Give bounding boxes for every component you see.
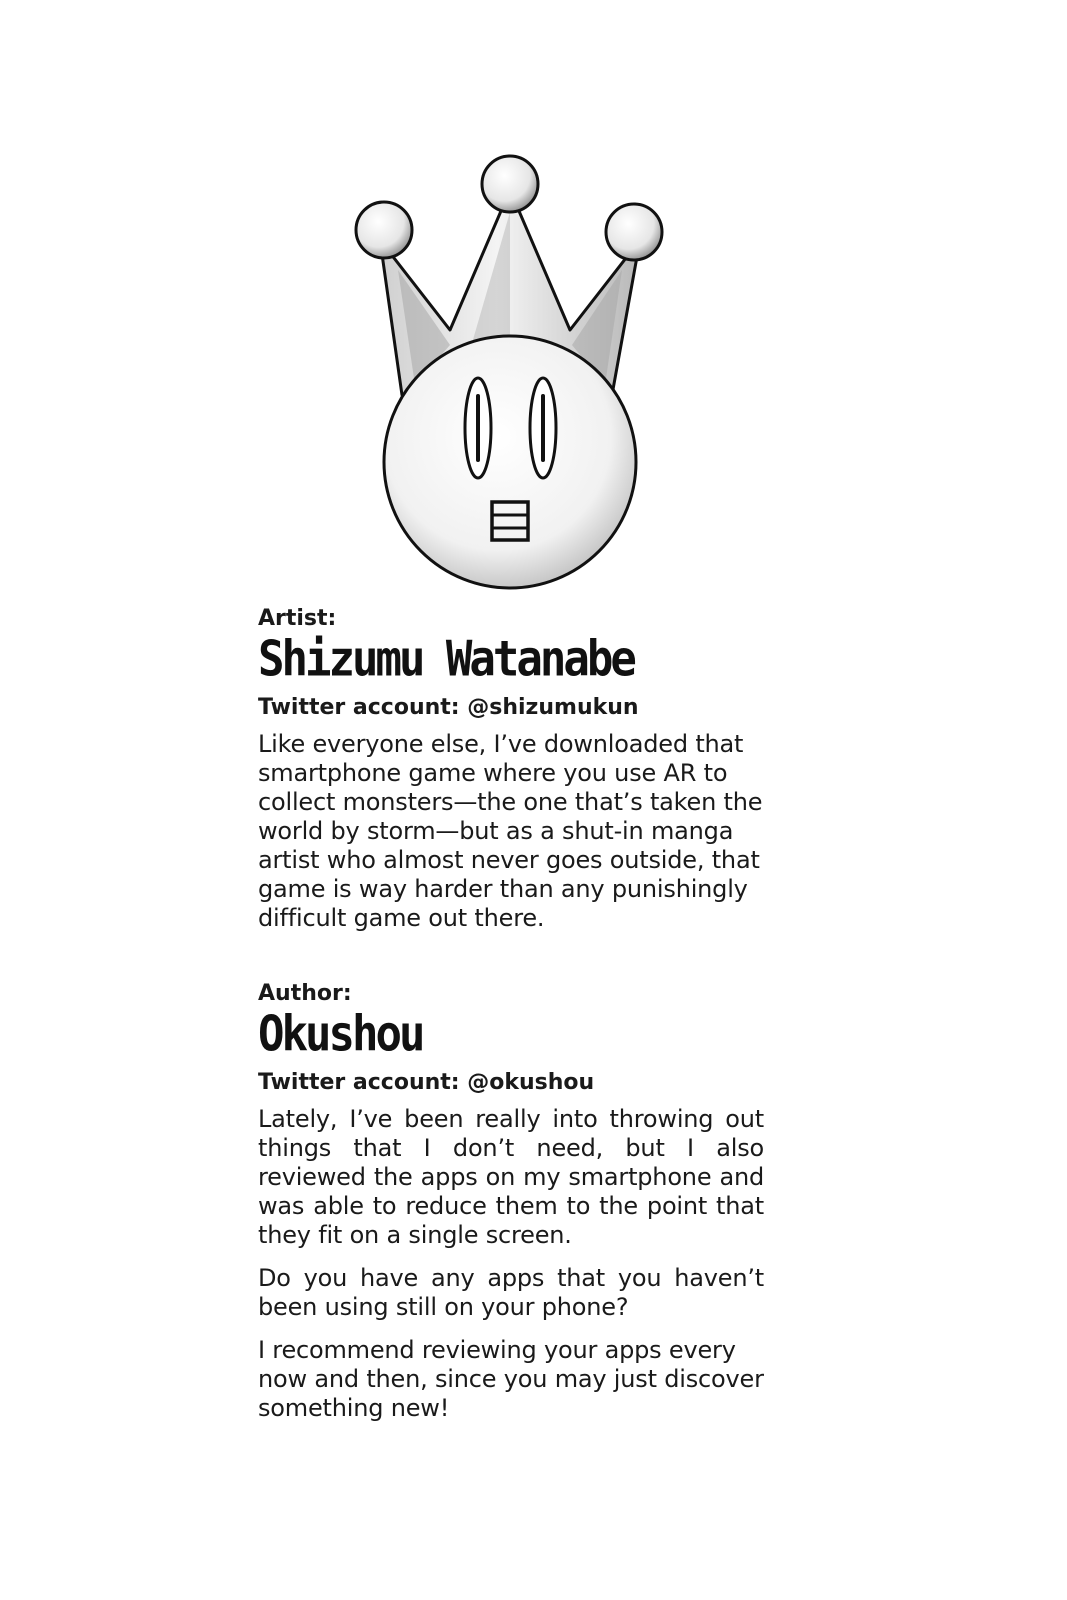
artist-bio: Like everyone else, I’ve downloaded that smartphone game where you use AR to collect monsters—the one that’s taken the world by storm—but as a shut-in manga artist who almost never goes outside, that game is way harder than any punishingly difficult game out there. xyxy=(258,730,763,932)
author-role-label: Author: xyxy=(258,981,352,1006)
author-twitter-handle: Twitter account: @okushou xyxy=(258,1070,595,1095)
author-bio-paragraph-3: I recommend reviewing your apps every now and then, since you may just discover something new! xyxy=(258,1336,764,1422)
artist-section xyxy=(258,606,764,947)
artist-name: Shizumu Watanabe xyxy=(258,630,634,688)
author-bio-paragraph-2: Do you have any apps that you haven’t been using still on your phone? xyxy=(258,1264,764,1321)
artist-twitter-handle: Twitter account: @shizumukun xyxy=(258,695,639,720)
author-name: Okushou xyxy=(258,1005,423,1063)
author-bio-paragraph-1: Lately, I’ve been really into throwing out things that I don’t need, but I also reviewed the apps on my smartphone and was able to reduce them to the point that they fit on a single screen. xyxy=(258,1105,764,1249)
crown-mascot-icon xyxy=(350,150,670,600)
author-section xyxy=(258,981,764,1437)
artist-role-label: Artist: xyxy=(258,606,337,631)
